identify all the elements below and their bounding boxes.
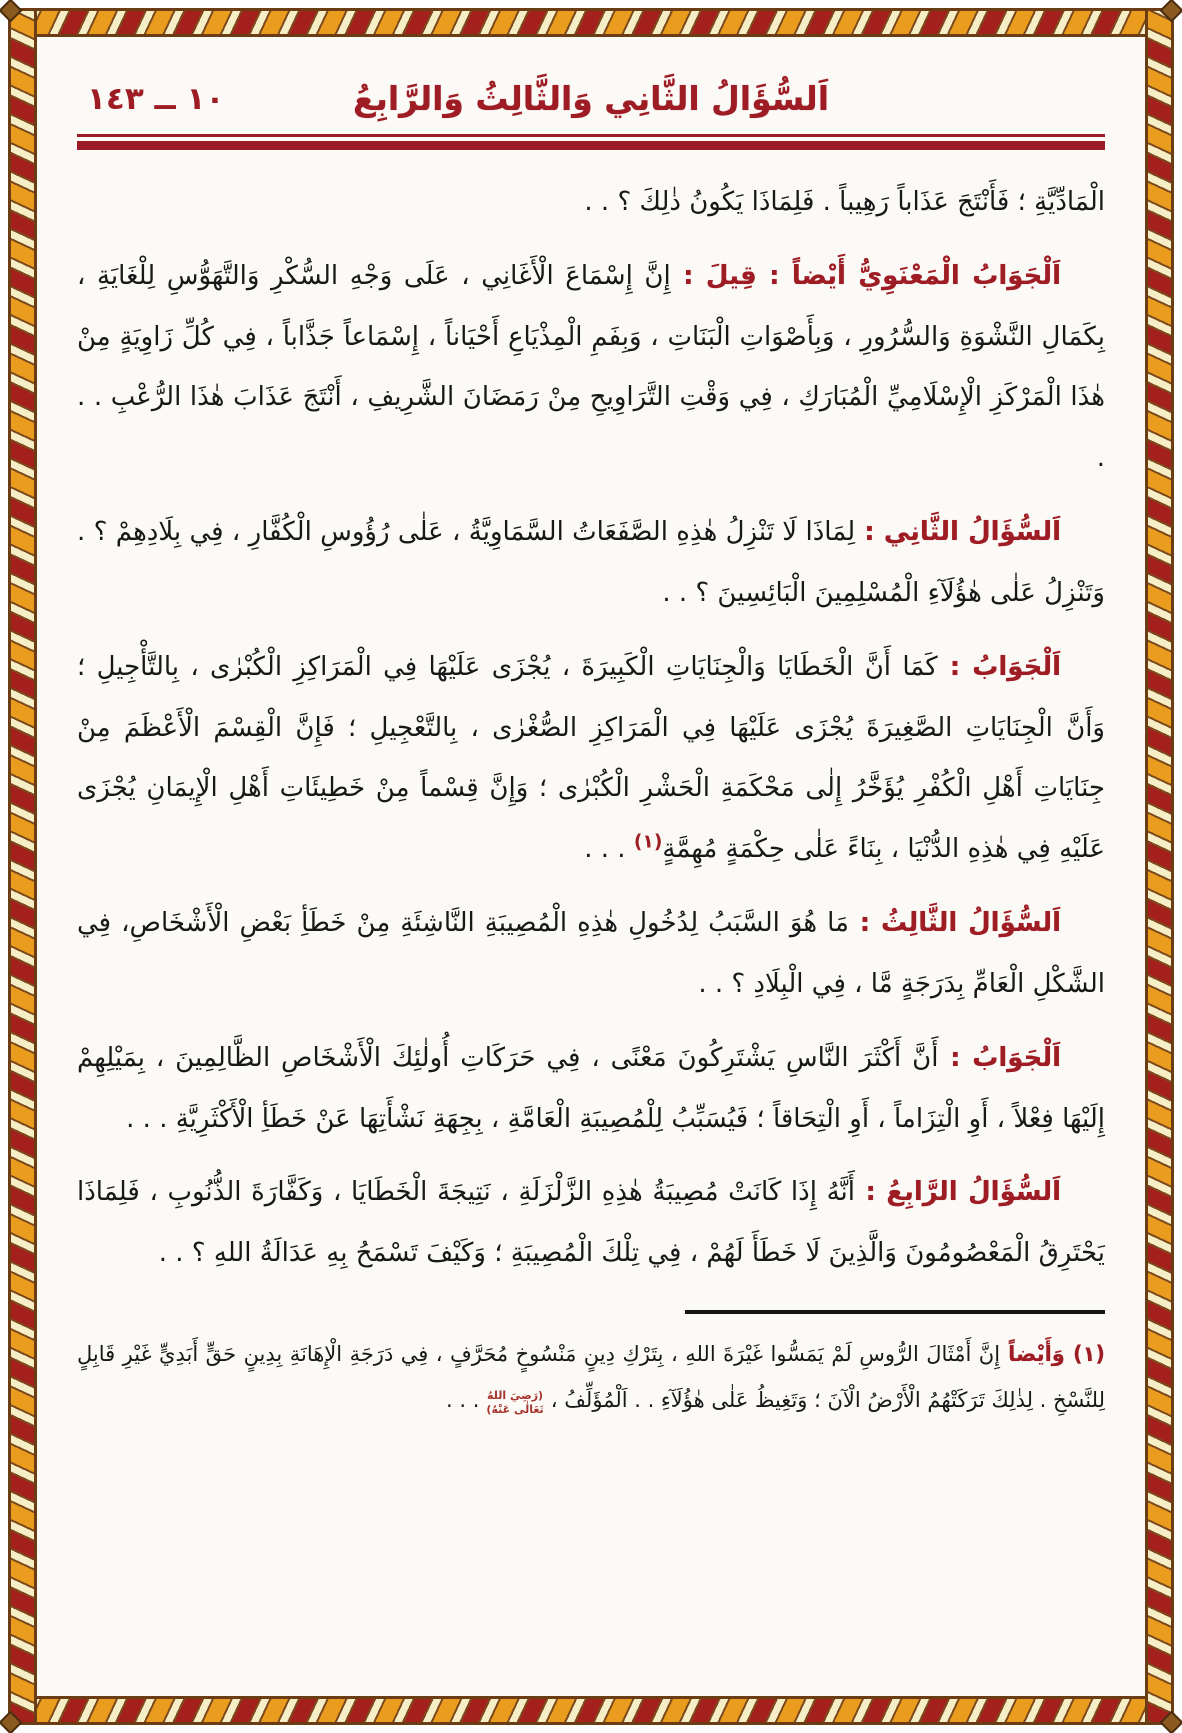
paragraph [77, 246, 1105, 489]
paragraph-lead: اَلْجَوَابُ : [937, 651, 1061, 682]
paragraph [77, 502, 1105, 624]
body-text [77, 172, 1105, 1284]
paragraph [77, 637, 1105, 880]
footnote-lead: (١) وَأَيْضاً [1000, 1342, 1105, 1367]
border-bottom-ornament [8, 1696, 1174, 1725]
paragraph-tail: . . . [584, 834, 634, 865]
paragraph [77, 893, 1105, 1015]
page-content [37, 37, 1145, 1696]
paragraph [77, 172, 1105, 233]
paragraph-text: الْمَادِّيَّةِ ؛ فَأَنْتَجَ عَذَاباً رَهِيباً . فَلِمَاذَا يَكُونُ ذٰلِكَ ؟ . . [584, 187, 1105, 217]
border-left-ornament [8, 8, 37, 1725]
paragraph-lead: اَلسُّؤَالُ الرَّابِعُ : [855, 1177, 1061, 1208]
paragraph-lead: اَلسُّؤَالُ الثَّانِي : [855, 517, 1061, 548]
paragraph-text: كَمَا أَنَّ الْخَطَايَا وَالْجِنَايَاتِ الْكَبِيرَةَ ، يُجْزَى عَلَيْهَا فِي الْمَرَاكِزِ الْكُبْرٰى ، بِالتَّأْجِيلِ ؛ وَأَنَّ الْجِنَايَاتِ الصَّغِيرَةَ يُجْزَى عَلَيْهَا فِي الْمَرَاكِزِ الصُّغْرٰى ، بِالتَّعْجِيلِ ؛ فَإِنَّ الْقِسْمَ الْأَعْظَمَ مِنْ جِنَايَاتِ أَهْلِ الْكُفْرِ يُؤَخَّرُ إِلٰى مَحْكَمَةِ الْحَشْرِ الْكُبْرٰى ؛ وَإِنَّ قِسْماً مِنْ خَطِيئَاتِ أَهْلِ الْإِيمَانِ يُجْزَى عَلَيْهِ فِي هٰذِهِ الدُّنْيَا ، بِنَاءً عَلٰى حِكْمَةٍ مُهِمَّةٍ [77, 651, 1105, 865]
footnote [77, 1332, 1105, 1424]
paragraph-text: أَنَّ أَكْثَرَ النَّاسِ يَشْتَرِكُونَ مَعْنًى ، فِي حَرَكَاتِ أُولٰئِكَ الْأَشْخَاصِ الظَّالِمِينَ ، بِمَيْلِهِمْ إِلَيْهَا فِعْلاً ، أَوِ الْتِزَاماً ، أَوِ الْتِحَاقاً ؛ فَيُسَبِّبُ لِلْمُصِيبَةِ الْعَامَّةِ ، بِجِهَةِ نَشْأَتِهَا عَنْ خَطَأِ الْأَكْثَرِيَّةِ . . . [77, 1042, 1105, 1134]
paragraph [77, 1028, 1105, 1150]
footnote-separator [685, 1310, 1105, 1314]
header-rule-thick [77, 141, 1105, 150]
paragraph-text: إِنَّ إِسْمَاعَ الْأَغَانِي ، عَلَى وَجْهِ السُّكْرِ وَالتَّهَوُّسِ لِلْغَايَةِ ، بِكَمَالِ النَّشْوَةِ وَالسُّرُورِ ، وَبِأَصْوَاتِ الْبَنَاتِ ، وَبِفَمِ الْمِذْيَاعِ أَحْيَاناً ، إِسْمَاعاً جَذَّاباً ، فِي كُلِّ زَاوِيَةٍ مِنْ هٰذَا الْمَرْكَزِ الْإِسْلَامِيِّ الْمُبَارَكِ ، فِي وَقْتِ التَّرَاوِيحِ مِنْ رَمَضَانَ الشَّرِيفِ ، أَنْتَجَ عَذَابَ هٰذَا الرُّعْبِ . . . [77, 260, 1105, 474]
page-number: ١٠ ــ ١٤٣ [87, 80, 225, 117]
paragraph-lead: اَلسُّؤَالُ الثَّالِثُ : [848, 908, 1061, 939]
border-top-ornament [8, 8, 1174, 37]
border-right-ornament [1145, 8, 1174, 1725]
paragraph [77, 1162, 1105, 1284]
paragraph-lead: اَلْجَوَابُ الْمَعْنَوِيُّ أَيْضاً : قِيلَ : [670, 260, 1061, 291]
paragraph-lead: اَلْجَوَابُ : [938, 1042, 1061, 1073]
paragraph-text: لِمَاذَا لَا تَنْزِلُ هٰذِهِ الصَّفَعَاتُ السَّمَاوِيَّةُ ، عَلٰى رُؤُوسِ الْكُفَّارِ ، فِي بِلَادِهِمْ ؟ . وَتَنْزِلُ عَلٰى هٰؤُلَآءِ الْمُسْلِمِينَ الْبَائِسِينَ ؟ . . [77, 517, 1105, 608]
footnote-reference-marker: (١) [633, 831, 663, 853]
author-seal: (رَضِيَ اللهُ تَعَالٰى عَنْهُ) [486, 1389, 544, 1416]
paragraph-text: أَنَّهُ إِذَا كَانَتْ مُصِيبَةُ هٰذِهِ الزَّلْزَلَةِ ، نَتِيجَةَ الْخَطَايَا ، وَكَفَّارَةَ الذُّنُوبِ ، فَلِمَاذَا يَحْتَرِقُ الْمَعْصُومُونَ وَالَّذِينَ لَا خَطَأَ لَهُمْ ، فِي تِلْكَ الْمُصِيبَةِ ؛ وَكَيْفَ تَسْمَحُ بِهِ عَدَالَةُ اللهِ ؟ . . [77, 1177, 1105, 1269]
footnote-text: إِنَّ أَمْثَالَ الرُّوسِ لَمْ يَمَسُّوا غَيْرَةَ اللهِ ، بِتَرْكِ دِينٍ مَنْسُوخٍ مُحَرَّفٍ ، فِي دَرَجَةِ الْإِهَانَةِ بِدِينٍ حَقٍّ أَبَدِيٍّ غَيْرِ قَابِلٍ لِلنَّسْخِ . لِذٰلِكَ تَرَكَتْهُمُ الْأَرْضُ الْآنَ ؛ وَتَغِيظُ عَلٰى هٰؤُلَآءِ . . اَلْمُؤَلِّفُ ، [77, 1342, 1105, 1412]
footnote-tail: . . . [446, 1387, 487, 1412]
paragraph-text: مَا هُوَ السَّبَبُ لِدُخُولِ هٰذِهِ الْمُصِيبَةِ النَّاشِئَةِ مِنْ خَطَأِ بَعْضِ الْأَشْخَاصِ، فِي الشَّكْلِ الْعَامِّ بِدَرَجَةٍ مَّا ، فِي الْبِلَادِ ؟ . . [77, 908, 1105, 999]
page-title: اَلسُّؤَالُ الثَّانِي وَالثَّالِثُ وَالرَّابِعُ [352, 79, 830, 118]
page-header [77, 79, 1105, 118]
header-rule [77, 134, 1105, 150]
